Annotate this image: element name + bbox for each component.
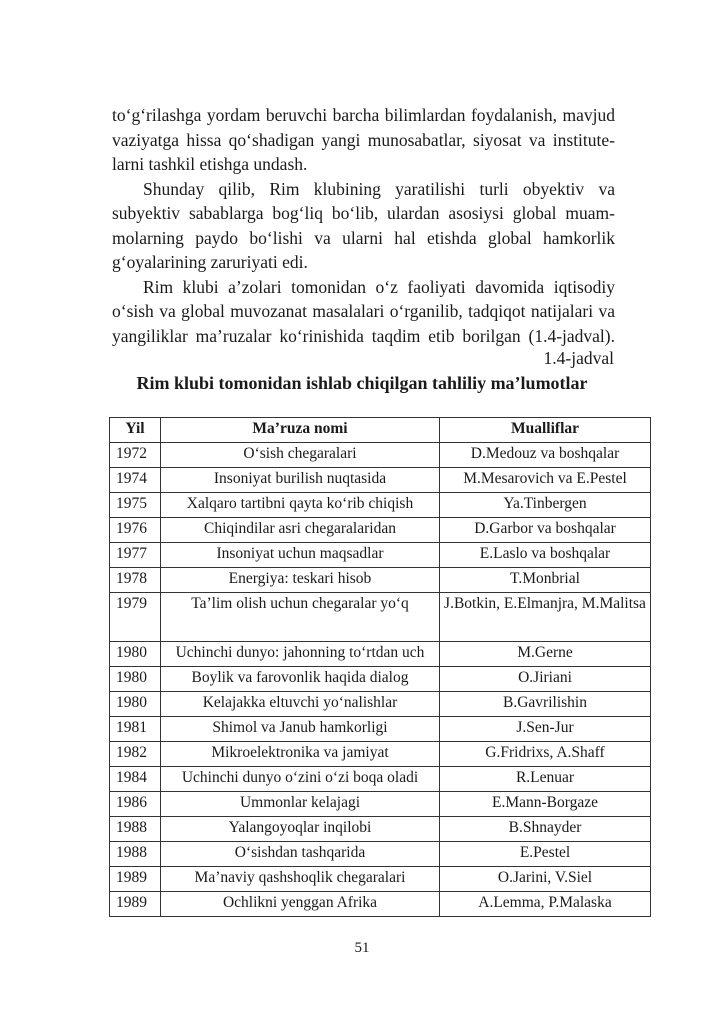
cell-authors: O.Jarini, V.Siel <box>440 867 651 892</box>
cell-report: Insoniyat burilish nuqtasida <box>161 468 440 493</box>
table-row <box>110 642 651 667</box>
cell-report: O‘sish chegaralari <box>161 443 440 468</box>
cell-authors: T.Monbrial <box>440 568 651 593</box>
paragraph <box>112 103 615 177</box>
table-row <box>110 742 651 767</box>
cell-report: Kelajakka eltuvchi yo‘nalishlar <box>161 692 440 717</box>
cell-authors: D.Garbor va boshqalar <box>440 518 651 543</box>
cell-year: 1980 <box>110 667 161 692</box>
table-row <box>110 593 651 642</box>
cell-authors: B.Shnayder <box>440 817 651 842</box>
cell-year: 1989 <box>110 867 161 892</box>
text-line: g‘oyalarining zaruriyati edi. <box>112 252 308 272</box>
cell-report: Insoniyat uchun maqsadlar <box>161 543 440 568</box>
paragraph <box>112 275 615 349</box>
cell-report: O‘sishdan tashqarida <box>161 842 440 867</box>
cell-authors: Ya.Tinbergen <box>440 493 651 518</box>
table-row <box>110 867 651 892</box>
cell-year: 1975 <box>110 493 161 518</box>
table-row <box>110 767 651 792</box>
cell-authors: E.Mann-Borgaze <box>440 792 651 817</box>
table-title: Rim klubi tomonidan ishlab chiqilgan tahliliy ma’lumotlar <box>136 373 588 393</box>
text-line: to‘g‘rilashga yordam beruvchi barcha bilimlardan foydalanish, mavjud <box>112 105 615 125</box>
table-header-row <box>110 418 651 443</box>
cell-report: Boylik va farovonlik haqida dialog <box>161 667 440 692</box>
cell-authors: G.Fridrixs, A.Shaff <box>440 742 651 767</box>
cell-year: 1988 <box>110 817 161 842</box>
header-report: Ma’ruza nomi <box>161 418 440 443</box>
cell-report: Chiqindilar asri chegaralaridan <box>161 518 440 543</box>
cell-year: 1980 <box>110 642 161 667</box>
cell-authors: R.Lenuar <box>440 767 651 792</box>
table-row <box>110 667 651 692</box>
header-authors: Mualliflar <box>440 418 651 443</box>
table-row <box>110 892 651 917</box>
table-row <box>110 842 651 867</box>
cell-report: Xalqaro tartibni qayta ko‘rib chiqish <box>161 493 440 518</box>
cell-report: Yalangoyoqlar inqilobi <box>161 817 440 842</box>
cell-authors: B.Gavrilishin <box>440 692 651 717</box>
table-row <box>110 792 651 817</box>
cell-authors: J.Botkin, E.Elmanjra, M.Malitsa <box>440 593 651 642</box>
cell-report: Ummonlar kelajagi <box>161 792 440 817</box>
cell-year: 1976 <box>110 518 161 543</box>
text-line: larni tashkil etishga undash. <box>112 154 308 174</box>
text-line: yangiliklar ma’ruzalar ko‘rinishida taqdim etib borilgan (1.4-jadval). <box>112 325 615 346</box>
cell-report: Shimol va Janub hamkorligi <box>161 717 440 742</box>
cell-year: 1980 <box>110 692 161 717</box>
table-row <box>110 568 651 593</box>
cell-report: Ta’lim olish uchun chegaralar yo‘q <box>161 593 440 642</box>
cell-year: 1977 <box>110 543 161 568</box>
text-line: Rim klubi a’zolari tomonidan o‘z faoliyati davomida iqtisodiy <box>143 276 615 297</box>
cell-report: Mikroelektronika va jamiyat <box>161 742 440 767</box>
table-row <box>110 443 651 468</box>
cell-authors: D.Medouz va boshqalar <box>440 443 651 468</box>
text-line: molarning paydo bo‘lishi va ularni hal etishda global hamkorlik <box>112 227 615 248</box>
paragraph <box>112 177 615 275</box>
cell-authors: M.Gerne <box>440 642 651 667</box>
table-label: 1.4-jadval <box>543 348 614 368</box>
cell-year: 1982 <box>110 742 161 767</box>
cell-authors: A.Lemma, P.Malaska <box>440 892 651 917</box>
cell-authors: O.Jiriani <box>440 667 651 692</box>
cell-year: 1986 <box>110 792 161 817</box>
cell-year: 1974 <box>110 468 161 493</box>
cell-authors: E.Laslo va boshqalar <box>440 543 651 568</box>
cell-year: 1988 <box>110 842 161 867</box>
page-number: 51 <box>354 940 370 956</box>
table-row <box>110 543 651 568</box>
cell-year: 1984 <box>110 767 161 792</box>
body-text <box>112 103 615 348</box>
header-year: Yil <box>110 418 161 443</box>
text-line: vaziyatga hissa qo‘shadigan yangi munosabatlar, siyosat va institute- <box>112 129 615 150</box>
text-line: o‘sish va global muvozanat masalalari o‘rganilib, tadqiqot natijalari va <box>112 301 615 321</box>
cell-year: 1979 <box>110 593 161 642</box>
reports-table <box>109 417 651 917</box>
text-line: subyektiv sabablarga bog‘liq bo‘lib, ulardan asosiysi global muam- <box>112 203 615 223</box>
cell-report: Uchinchi dunyo: jahonning to‘rtdan uch <box>161 642 440 667</box>
cell-year: 1981 <box>110 717 161 742</box>
cell-report: Ma’naviy qashshoqlik chegaralari <box>161 867 440 892</box>
cell-year: 1972 <box>110 443 161 468</box>
cell-report: Ochlikni yenggan Afrika <box>161 892 440 917</box>
cell-authors: J.Sen-Jur <box>440 717 651 742</box>
cell-report: Uchinchi dunyo o‘zini o‘zi boqa oladi <box>161 767 440 792</box>
table-row <box>110 518 651 543</box>
table-row <box>110 493 651 518</box>
cell-authors: E.Pestel <box>440 842 651 867</box>
table-row <box>110 817 651 842</box>
table-row <box>110 717 651 742</box>
cell-report: Energiya: teskari hisob <box>161 568 440 593</box>
text-line: Shunday qilib, Rim klubining yaratilishi turli obyektiv va <box>143 178 615 199</box>
table-row <box>110 468 651 493</box>
table-row <box>110 692 651 717</box>
cell-year: 1989 <box>110 892 161 917</box>
cell-authors: M.Mesarovich va E.Pestel <box>440 468 651 493</box>
cell-year: 1978 <box>110 568 161 593</box>
